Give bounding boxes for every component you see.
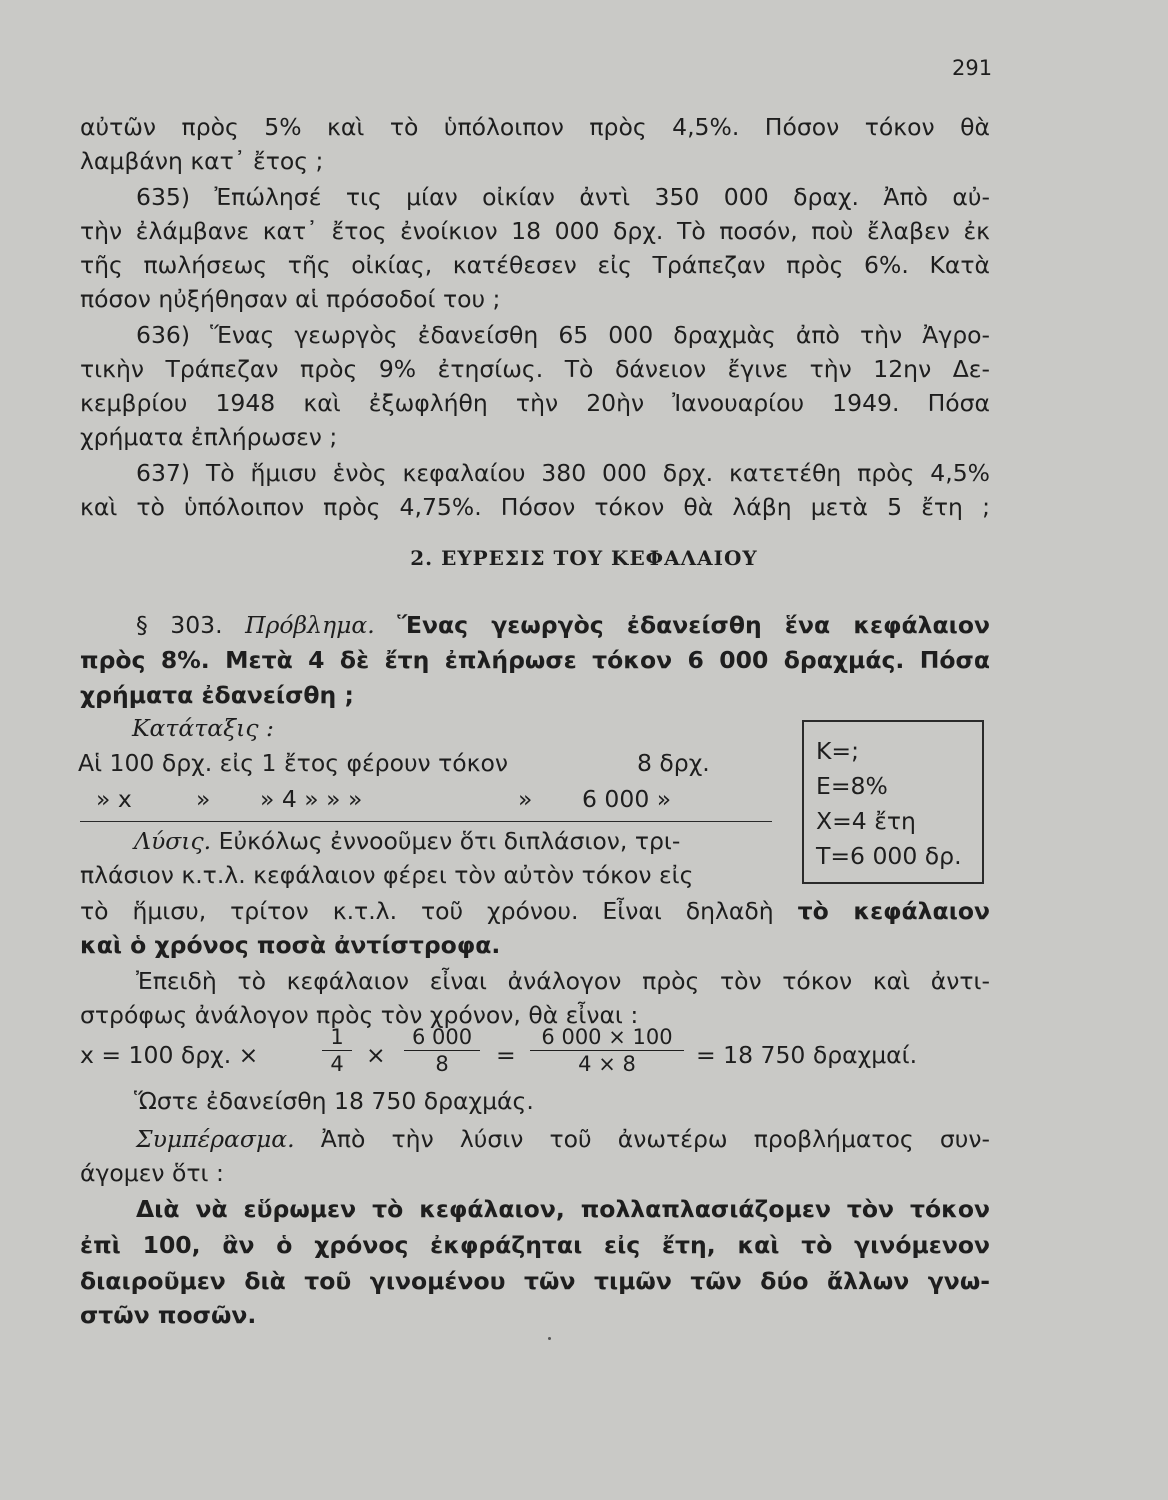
given-box [802,720,984,884]
solution-text: Εὐκόλως ἐννοοῦμεν ὅτι διπλάσιον, τρι- [218,827,681,855]
text-line: 636) Ἕνας γεωργὸς ἐδανείσθη 65 000 δραχμὰς ἀπὸ τὴν Ἀγρο- [136,321,990,349]
text-line: χρήματα ἐπλήρωσεν ; [80,423,338,451]
text-line: πλάσιον κ.τ.λ. κεφάλαιον φέρει τὸν αὐτὸν τόκον εἰς [80,861,694,889]
result-line: Ὥστε ἐδανείσθη 18 750 δραχμάς. [134,1087,534,1115]
text-line: καὶ ὁ χρόνος ποσὰ ἀντίστροφα. [80,931,501,959]
formula-rhs: = 18 750 δραχμαί. [696,1041,918,1069]
conclusion-text: Ἀπὸ τὴν λύσιν τοῦ ἀνωτέρω προβλήματος συν- [320,1125,990,1153]
text-line: λαμβάνη κατ᾽ ἔτος ; [80,147,324,175]
problem-text: Ἕνας γεωργὸς ἐδανείσθη ἕνα κεφάλαιον [397,611,990,639]
numerator: 1 [322,1024,352,1051]
text-line: χρήματα ἐδανείσθη ; [80,681,354,709]
text-line: κεμβρίου 1948 καὶ ἐξωφλήθη τὴν 20ὴν Ἰανουαρίου 1949. Πόσα [80,389,990,417]
denominator: 4 [330,1052,344,1076]
numerator: 6 000 × 100 [530,1024,684,1051]
given-time: X=4 ἔτη [816,807,916,835]
denominator: 4 × 8 [578,1052,636,1076]
rule-line: διαιροῦμεν διὰ τοῦ γινομένου τῶν τιμῶν τῶν δύο ἄλλων γνω- [80,1267,990,1295]
text-line [136,610,990,640]
problem-label: Πρόβλημα. [245,611,375,639]
equals-sign: = [496,1041,516,1069]
stray-mark [548,1337,551,1340]
solution-bold: τὸ κεφάλαιον [797,897,991,925]
arrangement-row-1-value: 8 δρχ. [637,749,710,777]
arrangement-row-2-value: 6 000 » [582,785,672,813]
numerator: 6 000 [404,1024,480,1051]
fraction-result [530,1024,684,1077]
arrangement-cell: » [196,785,211,813]
conclusion-label: Συμπέρασμα. [136,1125,295,1153]
text-line: πρὸς 8%. Μετὰ 4 δὲ ἔτη ἐπλήρωσε τόκον 6 000 δραχμάς. Πόσα [80,646,990,674]
times-sign: × [366,1041,386,1069]
text-line [136,1124,990,1154]
solution-label: Λύσις. [134,827,212,855]
text-line: Ἐπειδὴ τὸ κεφάλαιον εἶναι ἀνάλογον πρὸς τὸν τόκον καὶ ἀντι- [136,967,990,995]
arrangement-label: Κατάταξις : [132,714,274,742]
page-number: 291 [952,56,993,80]
text-line [80,896,990,926]
text-line: στρόφως ἀνάλογον πρὸς τὸν χρόνον, θὰ εἶναι : [80,1001,639,1029]
rule-line: ἐπὶ 100, ἂν ὁ χρόνος ἐκφράζηται εἰς ἔτη, καὶ τὸ γινόμενον [80,1231,990,1259]
text-line [134,826,680,856]
text-line: 637) Τὸ ἥμισυ ἑνὸς κεφαλαίου 380 000 δρχ. κατετέθη πρὸς 4,5% [136,459,990,487]
text-line: άγομεν ὅτι : [80,1159,224,1187]
rule-line: στῶν ποσῶν. [80,1301,257,1329]
text-line: καὶ τὸ ὑπόλοιπον πρὸς 4,75%. Πόσον τόκον θὰ λάβη μετὰ 5 ἔτη ; [80,493,990,521]
denominator: 8 [435,1052,449,1076]
text-line: τικὴν Τράπεζαν πρὸς 9% ἐτησίως. Τὸ δάνειον ἔγινε τὴν 12ην Δε- [80,355,990,383]
arrangement-cell: » 4 » » » [260,785,363,813]
text-line: πόσον ηὐξήθησαν αἱ πρόσοδοί του ; [80,285,501,313]
arrangement-cell: » [518,785,533,813]
given-interest: T=6 000 δρ. [816,842,962,870]
given-capital: K=; [816,737,860,765]
arrangement-rule [80,821,772,822]
section-heading: 2. ΕΥΡΕΣΙΣ ΤΟΥ ΚΕΦΑΛΑΙΟΥ [410,546,758,570]
section-number: § 303. [136,611,223,639]
given-rate: E=8% [816,772,888,800]
fraction-6000-8 [404,1024,480,1077]
text-line: αὐτῶν πρὸς 5% καὶ τὸ ὑπόλοιπον πρὸς 4,5%. Πόσον τόκον θὰ [80,113,990,141]
solution-text: τὸ ἥμισυ, τρίτον κ.τ.λ. τοῦ χρόνου. Εἶναι δηλαδὴ [80,897,774,925]
text-line: 635) Ἐπώλησέ τις μίαν οἰκίαν ἀντὶ 350 000 δραχ. Ἀπὸ αὐ- [136,183,990,211]
fraction-1-4 [322,1024,352,1077]
rule-line: Διὰ νὰ εὕρωμεν τὸ κεφάλαιον, πολλαπλασιάζομεν τὸν τόκον [136,1195,990,1223]
arrangement-row-1: Αἱ 100 δρχ. εἰς 1 ἔτος φέρουν τόκον [78,749,509,777]
text-line: τὴν ἐλάμβανε κατ᾽ ἔτος ἐνοίκιον 18 000 δρχ. Τὸ ποσόν, ποὺ ἔλαβεν ἐκ [80,217,990,245]
text-line: τῆς πωλήσεως τῆς οἰκίας, κατέθεσεν εἰς Τράπεζαν πρὸς 6%. Κατὰ [80,251,990,279]
arrangement-cell: » x [96,785,132,813]
formula-lhs: x = 100 δρχ. × [80,1041,259,1069]
